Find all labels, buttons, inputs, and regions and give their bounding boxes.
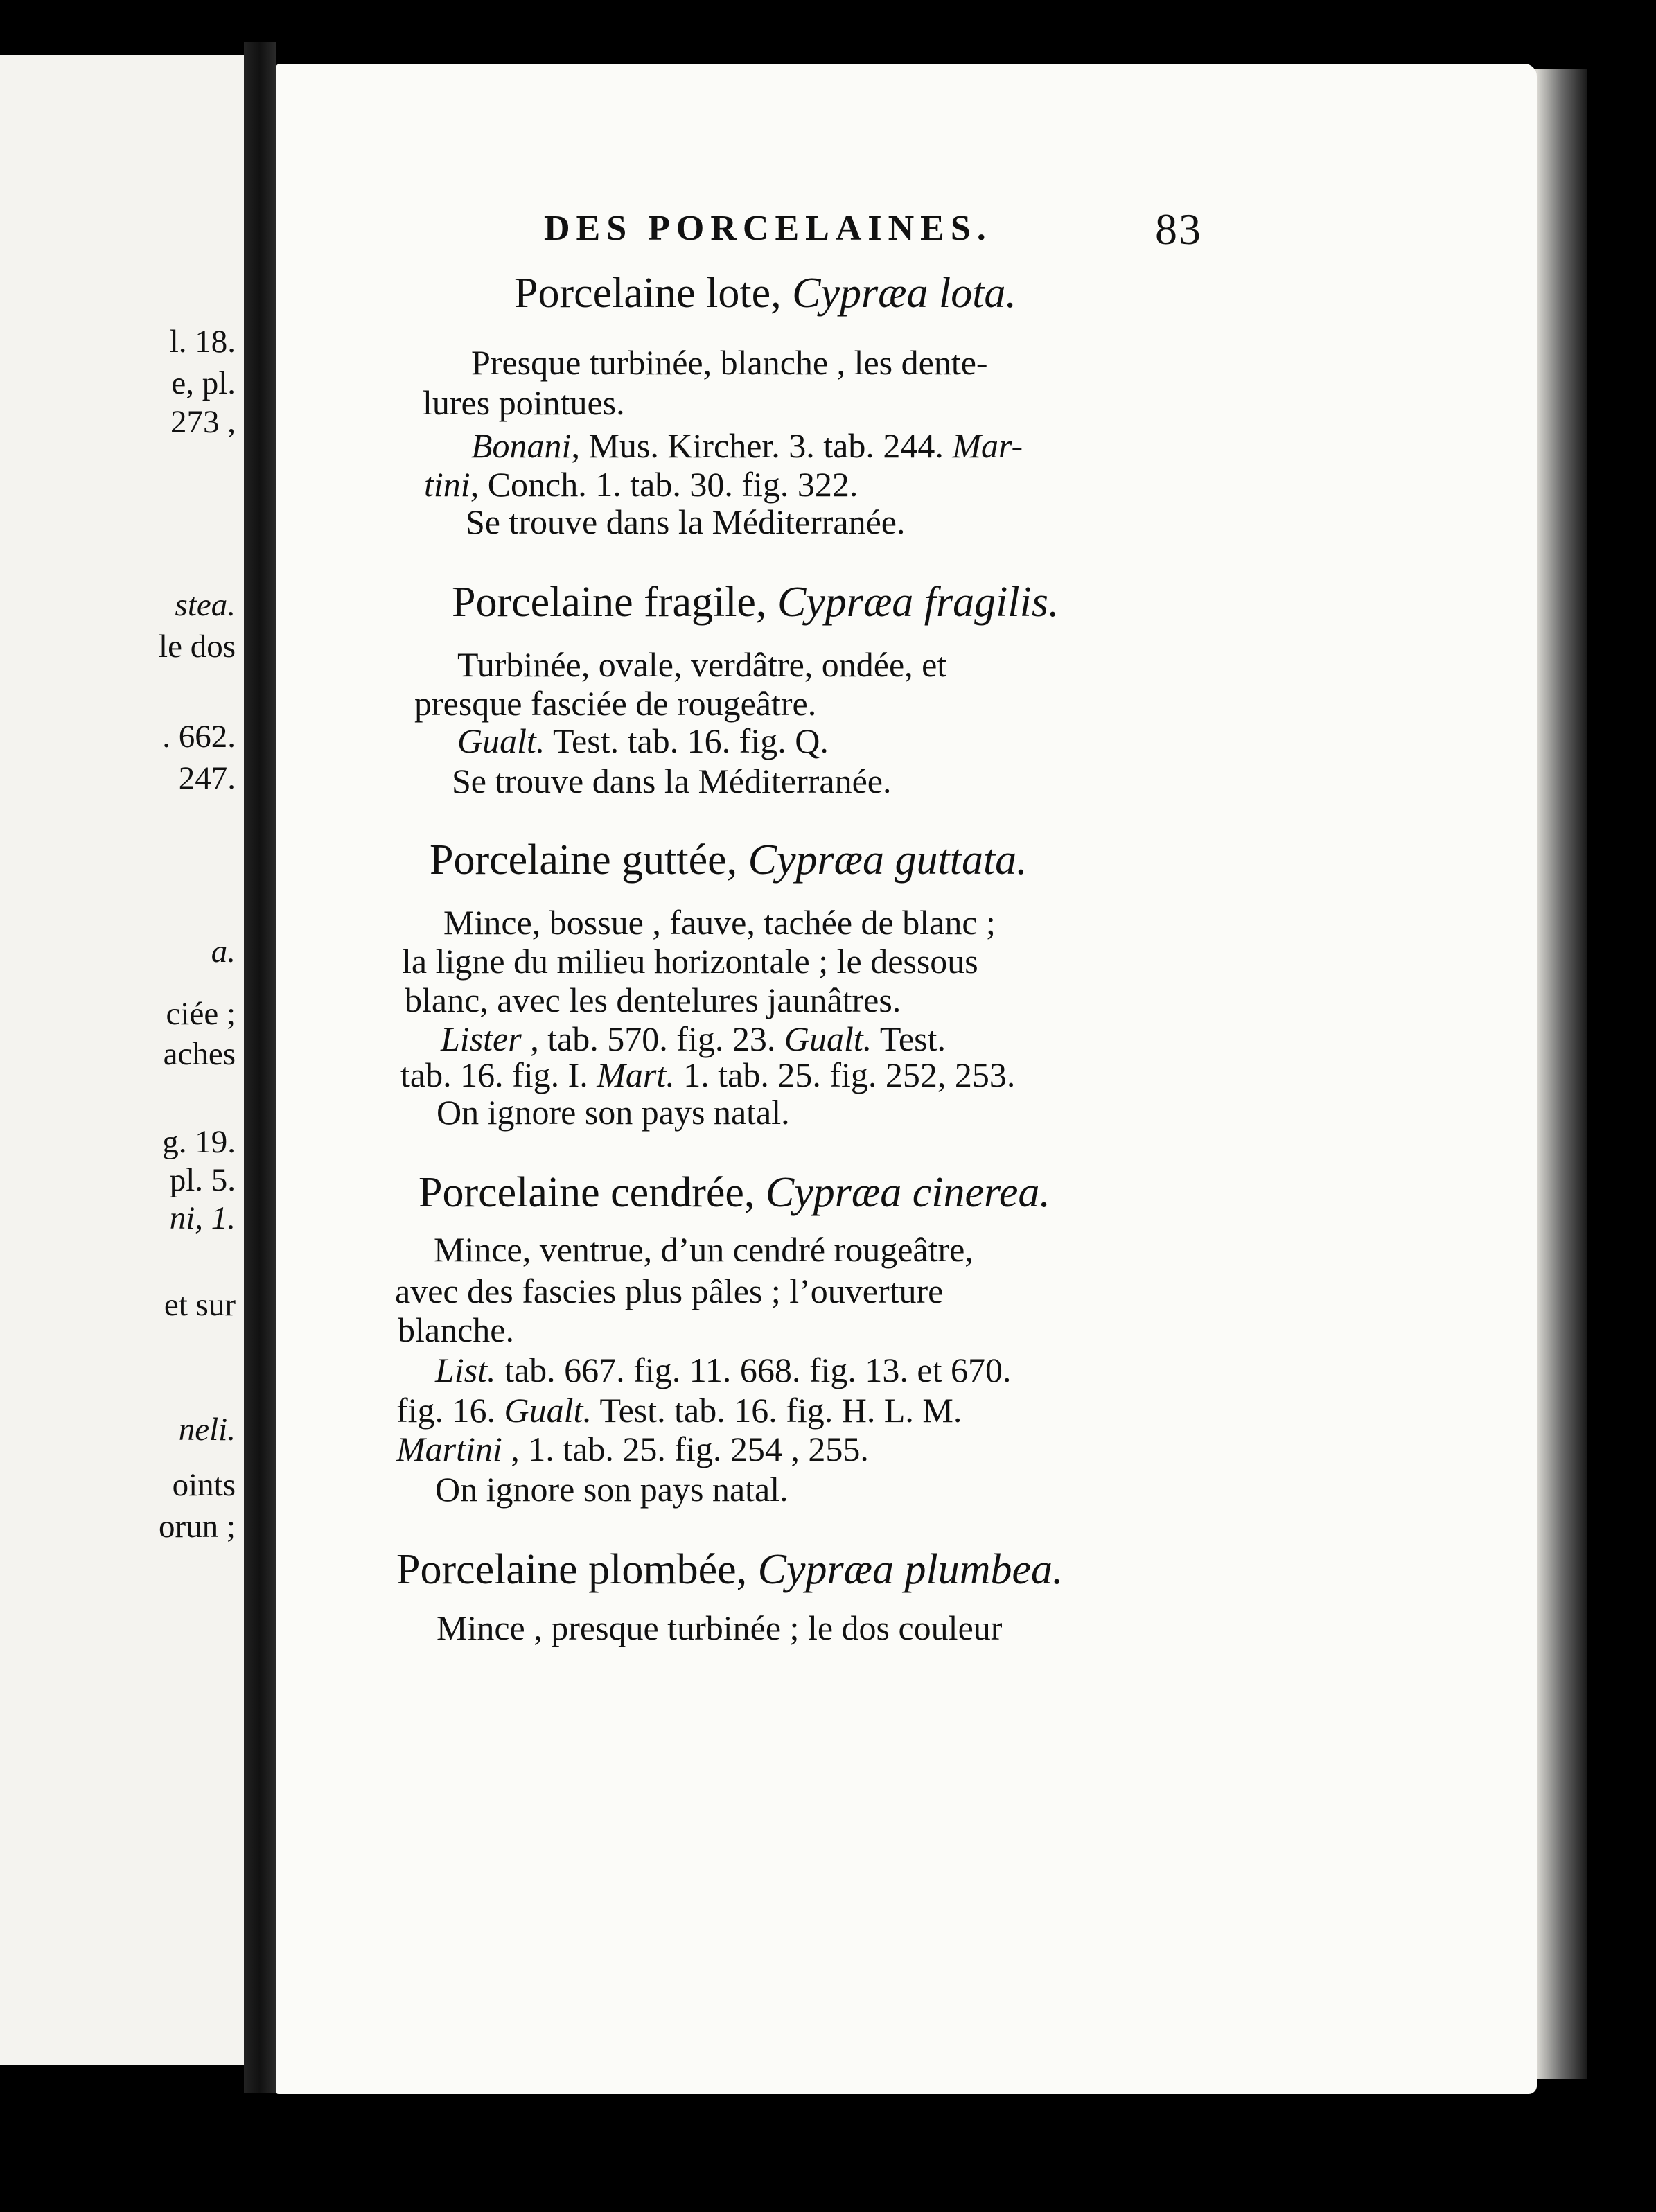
references-line bbox=[471, 428, 1023, 463]
entry-title bbox=[452, 581, 1059, 624]
common-name: Porcelaine guttée, bbox=[430, 836, 748, 884]
entry-title bbox=[419, 1171, 1050, 1214]
description-line: Turbinée, ovale, verdâtre, ondée, et bbox=[457, 645, 947, 684]
author: Martini bbox=[396, 1430, 502, 1468]
fragment-line: 273 , bbox=[170, 404, 236, 440]
fragment-line: e, pl. bbox=[171, 365, 236, 401]
fragment-line: ciée ; bbox=[166, 996, 236, 1032]
ref-text: fig. 16. bbox=[396, 1391, 504, 1430]
author: Mart. bbox=[597, 1055, 675, 1094]
ref-text: , 1. tab. 25. fig. 254 , 255. bbox=[502, 1430, 869, 1468]
common-name: Porcelaine plombée, bbox=[396, 1546, 758, 1593]
fragment-line: et sur bbox=[164, 1287, 236, 1323]
fragment-line: g. 19. bbox=[162, 1124, 236, 1160]
latin-name: Cypræa guttata. bbox=[748, 836, 1028, 884]
description-line: presque fasciée de rougeâtre. bbox=[414, 684, 817, 723]
ref-text: Test. tab. 16. fig. H. L. M. bbox=[591, 1391, 962, 1430]
ref-text: , Mus. Kircher. 3. tab. 244. bbox=[571, 426, 953, 465]
description-line: Mince, bossue , fauve, tachée de blanc ; bbox=[443, 903, 996, 942]
description-line: Mince, ventrue, d’un cendré rougeâtre, bbox=[434, 1230, 974, 1269]
fragment-line: l. 18. bbox=[169, 324, 236, 360]
latin-name: Cypræa fragilis. bbox=[777, 579, 1059, 626]
ref-text: , tab. 570. fig. 23. bbox=[521, 1019, 784, 1058]
entry-title bbox=[430, 836, 1028, 884]
references-line bbox=[400, 1057, 1015, 1092]
author: List. bbox=[435, 1351, 496, 1389]
description-line: blanc, avec les dentelures jaunâtres. bbox=[405, 981, 901, 1019]
fragment-line: oints bbox=[172, 1467, 236, 1503]
common-name: Porcelaine fragile, bbox=[452, 579, 777, 626]
description-line: la ligne du milieu horizontale ; le dessous bbox=[402, 942, 978, 981]
description-line: blanche. bbox=[398, 1310, 514, 1349]
references-line bbox=[396, 1393, 962, 1428]
habitat-line: Se trouve dans la Méditerranée. bbox=[452, 762, 892, 800]
description-line: avec des fascies plus pâles ; l’ouverture bbox=[395, 1272, 944, 1310]
previous-page-fragment bbox=[0, 55, 244, 2065]
fragment-line: ni, 1. bbox=[169, 1200, 236, 1236]
author: Gualt. bbox=[784, 1019, 872, 1058]
common-name: Porcelaine lote, bbox=[514, 270, 793, 317]
references-line bbox=[424, 467, 858, 502]
author: Lister bbox=[441, 1019, 522, 1058]
ref-text: tab. 667. fig. 11. 668. fig. 13. et 670. bbox=[495, 1351, 1012, 1389]
book-gutter bbox=[244, 42, 276, 2093]
entry-title bbox=[514, 272, 1016, 315]
fragment-line: le dos bbox=[159, 629, 236, 665]
latin-name: Cypræa cinerea. bbox=[765, 1169, 1050, 1216]
common-name: Porcelaine cendrée, bbox=[419, 1169, 766, 1216]
references-line bbox=[435, 1353, 1011, 1387]
habitat-line: On ignore son pays natal. bbox=[437, 1093, 790, 1132]
fragment-line: stea. bbox=[175, 587, 236, 623]
fragment-line: 247. bbox=[178, 760, 236, 796]
ref-text: Test. tab. 16. fig. Q. bbox=[545, 721, 829, 760]
ref-text: 1. tab. 25. fig. 252, 253. bbox=[674, 1055, 1016, 1094]
description-line: lures pointues. bbox=[423, 383, 625, 422]
author: Mar- bbox=[952, 426, 1023, 465]
author: tini bbox=[424, 465, 470, 504]
fragment-line: a. bbox=[211, 933, 236, 969]
description-line: Presque turbinée, blanche , les dente- bbox=[471, 343, 988, 382]
fragment-line: aches bbox=[163, 1036, 236, 1072]
habitat-line: Se trouve dans la Méditerranée. bbox=[466, 502, 906, 541]
running-header bbox=[544, 204, 1202, 254]
references-line bbox=[457, 723, 829, 758]
ref-text: Test. bbox=[872, 1019, 946, 1058]
author: Gualt. bbox=[457, 721, 545, 760]
ref-text: , Conch. 1. tab. 30. fig. 322. bbox=[470, 465, 858, 504]
running-title: DES PORCELAINES. bbox=[544, 209, 992, 248]
habitat-line: On ignore son pays natal. bbox=[435, 1470, 789, 1509]
fragment-line: . 662. bbox=[162, 719, 236, 755]
fragment-line: orun ; bbox=[159, 1509, 236, 1545]
page-number: 83 bbox=[1155, 204, 1202, 254]
references-line bbox=[441, 1021, 946, 1056]
fragment-line: pl. 5. bbox=[169, 1162, 236, 1198]
latin-name: Cypræa lota. bbox=[792, 270, 1016, 317]
author: Gualt. bbox=[504, 1391, 592, 1430]
fragment-line: neli. bbox=[178, 1412, 236, 1448]
author: Bonani bbox=[471, 426, 572, 465]
entry-title bbox=[396, 1548, 1064, 1591]
latin-name: Cypræa plumbea. bbox=[757, 1546, 1064, 1593]
description-line: Mince , presque turbinée ; le dos couleur bbox=[437, 1608, 1003, 1647]
ref-text: tab. 16. fig. I. bbox=[400, 1055, 597, 1094]
references-line bbox=[396, 1432, 869, 1466]
